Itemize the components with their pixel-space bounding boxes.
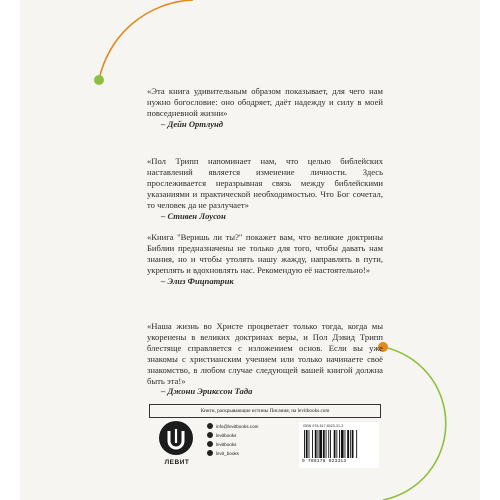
contact-text: levit_books: [216, 450, 239, 456]
quote-author: – Элиз Фицпатрик: [161, 275, 234, 286]
mail-icon: [207, 423, 213, 429]
endorsement-quote: [147, 321, 383, 397]
green-arc-bottom: [383, 347, 446, 500]
quote-author: – Джони Эрикссон Тада: [161, 386, 253, 397]
publisher-logo-icon: [159, 421, 193, 455]
orange-arc-top: [99, 0, 193, 80]
barcode-number: 9 786178 023313: [302, 459, 347, 464]
endorsement-quote: [147, 232, 383, 287]
isbn-label: ISBN 978-617-8023-31-3: [303, 424, 344, 428]
contact-item: [207, 431, 277, 439]
contact-item: [207, 449, 277, 457]
vk-icon: [207, 450, 213, 456]
contact-item: [207, 440, 277, 448]
green-dot-top: [94, 75, 104, 85]
endorsement-quote: [147, 156, 383, 221]
cover-footer: [149, 404, 381, 482]
quote-text: «Пол Трипп напоминает нам, что целью библейских наставлений является изменение личности. Здесь прослеживается неразрывная связь между библейскими указаниями и практической необходимостью. Что Бог сочетал, то человек да не разлучает»: [147, 156, 383, 210]
quote-text: «Книга "Веришь ли ты?" покажет вам, что великие доктрины Библии предназначены не только для того, чтобы давать нам знания, но и чтобы утолять нашу жажду, направлять в пути, укреплять и вдохновлять нас. Рекомендую её настоятельно!»: [147, 232, 383, 275]
quote-text: «Наша жизнь во Христе процветает только тогда, когда мы укоренены в великих доктринах веры, и Пол Дэвид Трипп блестяще справляется с изложением основ. Если вы уже знакомы с христианским учением или только начинаете своё знакомство, в любом случае следующей вашей книгой должна быть эта!»: [147, 321, 383, 386]
website-banner: Книги, раскрывающие истины Писания, на levitbooks.com: [149, 404, 381, 418]
quote-author: – Дейн Ортлунд: [161, 118, 224, 129]
contact-list: [207, 422, 277, 458]
quote-author: – Стивен Лоусон: [161, 210, 226, 221]
contact-text: info@levitbooks.com: [216, 423, 259, 429]
back-cover: [20, 0, 480, 500]
instagram-icon: [207, 441, 213, 447]
contact-text: levitbooks: [216, 441, 237, 447]
barcode-icon: [304, 430, 374, 458]
contact-item: [207, 422, 277, 430]
facebook-icon: [207, 432, 213, 438]
endorsement-quote: [147, 86, 383, 130]
publisher-logo: [157, 421, 201, 473]
isbn-barcode: [299, 422, 379, 468]
quote-text: «Эта книга удивительным образом показывает, для чего нам нужно богословие: оно ободряет, даёт надежду и силу в моей повседневной жизни»: [147, 86, 383, 118]
publisher-name: ЛЕВИТ: [164, 459, 190, 466]
contact-text: levitbooks: [216, 432, 237, 438]
